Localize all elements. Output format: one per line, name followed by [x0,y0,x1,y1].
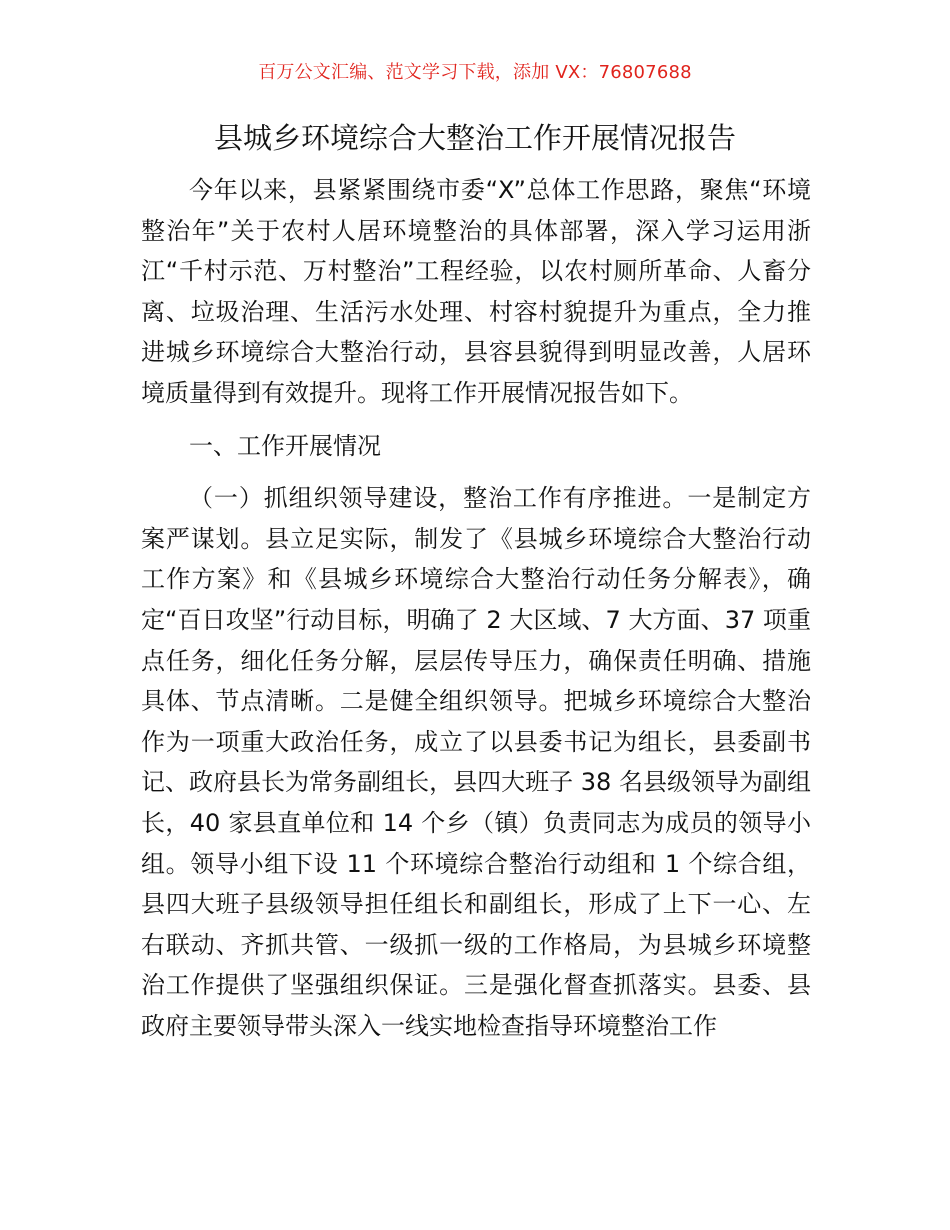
section-paragraph: （一）抓组织领导建设，整治工作有序推进。一是制定方案严谋划。县立足实际，制发了《县城乡环境综合大整治行动工作方案》和《县城乡环境综合大整治行动任务分解表》，确定“百日攻坚”行动目标，明确了 2 大区域、7 大方面、37 项重点任务，细化任务分解，层层传导压力，确保责任明确、措施具体、节点清晰。二是健全组织领导。把城乡环境综合大整治作为一项重大政治任务，成立了以县委书记为组长，县委副书记、政府县长为常务副组长，县四大班子 38 名县级领导为副组长，40 家县直单位和 14 个乡（镇）负责同志为成员的领导小组。领导小组下设 11 个环境综合整治行动组和 1 个综合组，县四大班子县级领导担任组长和副组长，形成了上下一心、左右联动、齐抓共管、一级抓一级的工作格局，为县城乡环境整治工作提供了坚强组织保证。三是强化督查抓落实。县委、县政府主要领导带头深入一线实地检查指导环境整治工作 [141,484,811,1040]
header-banner: 百万公文汇编、范文学习下载，添加 VX：76807688 [258,62,692,83]
document-body [141,170,811,1046]
document-title: 县城乡环境综合大整治工作开展情况报告 [213,121,736,155]
intro-paragraph: 今年以来，县紧紧围绕市委“X”总体工作思路，聚焦“环境整治年”关于农村人居环境整治的具体部署，深入学习运用浙江“千村示范、万村整治”工程经验，以农村厕所革命、人畜分离、垃圾治理、生活污水处理、村容村貌提升为重点，全力推进城乡环境综合大整治行动，县容县貌得到明显改善，人居环境质量得到有效提升。现将工作开展情况报告如下。 [141,176,811,407]
section-heading: 一、工作开展情况 [189,431,381,460]
